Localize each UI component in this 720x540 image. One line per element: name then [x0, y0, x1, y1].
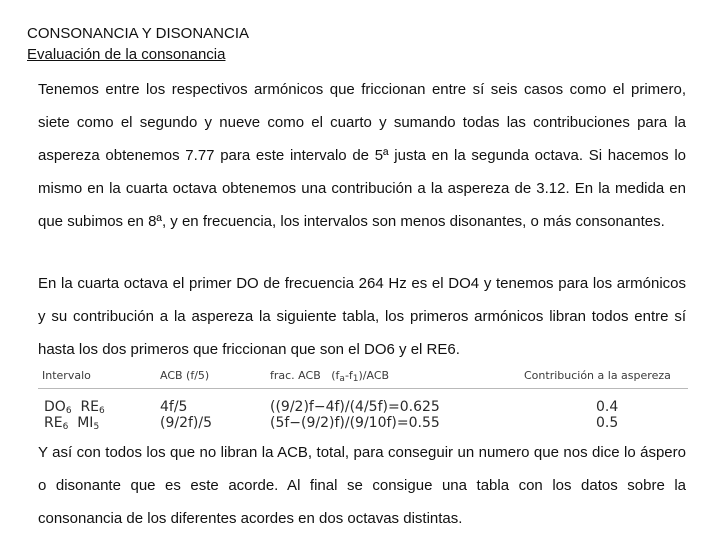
- header-acb: ACB (f/5): [160, 369, 210, 382]
- header-intervalo: Intervalo: [42, 369, 91, 382]
- row-intervalo: $DO_6$ $RE_6$: [44, 399, 105, 416]
- header-frac-acb: [270, 369, 389, 384]
- row-acb: (9/2f)/5: [160, 415, 213, 431]
- paragraph-cuarta-octava: En la cuarta octava el primer DO de frecuencia 264 Hz es el DO4 y tenemos para los armónicos y su contribución a la aspereza la siguiente tabla, los primeros armónicos libran todos entre sí hasta los dos primeros que friccionan que son el DO6 y el RE6.: [38, 275, 686, 358]
- row-acb: 4f/5: [160, 399, 188, 415]
- row-contribucion: 0.4: [596, 399, 619, 415]
- header-frac-label: frac. ACB: [270, 369, 321, 382]
- table-header: [38, 366, 688, 389]
- row-frac: (5f−(9/2)f)/(9/10f)=0.55: [270, 415, 440, 431]
- row-contribucion: 0.5: [596, 415, 619, 431]
- header-contribucion: Contribución a la aspereza: [524, 369, 671, 382]
- section-subtitle: Evaluación de la consonancia: [27, 46, 226, 63]
- row-intervalo: $RE_6$ $MI_5$: [44, 415, 100, 432]
- header-frac-formula: $(f_a-f_1)$/ACB: [331, 369, 390, 384]
- paragraph-conclusion: Y así con todos los que no libran la ACB, total, para conseguir un numero que nos dice lo áspero o disonante que es este acorde. Al final se consigue una tabla con los datos sobre la consonancia de los diferentes acordes en dos octavas distintas.: [38, 444, 686, 527]
- paragraph-aspereza-octavas: Tenemos entre los respectivos armónicos que friccionan entre sí seis casos como el primero, siete como el segundo y nueve como el cuarto y sumando todas las contribuciones para la aspereza obtenemos 7.77 para este intervalo de 5ª justa en la segunda octava. Si hacemos lo mismo en la cuarta octava obtenemos una contribución a la aspereza de 3.12. En la medida en que subimos en 8ª, y en frecuencia, los intervalos son menos disonantes, o más consonantes.: [38, 81, 686, 230]
- aspereza-table: [38, 366, 688, 434]
- row-frac: ((9/2)f−4f)/(4/5f)=0.625: [270, 399, 440, 415]
- document-title: CONSONANCIA Y DISONANCIA: [27, 25, 249, 42]
